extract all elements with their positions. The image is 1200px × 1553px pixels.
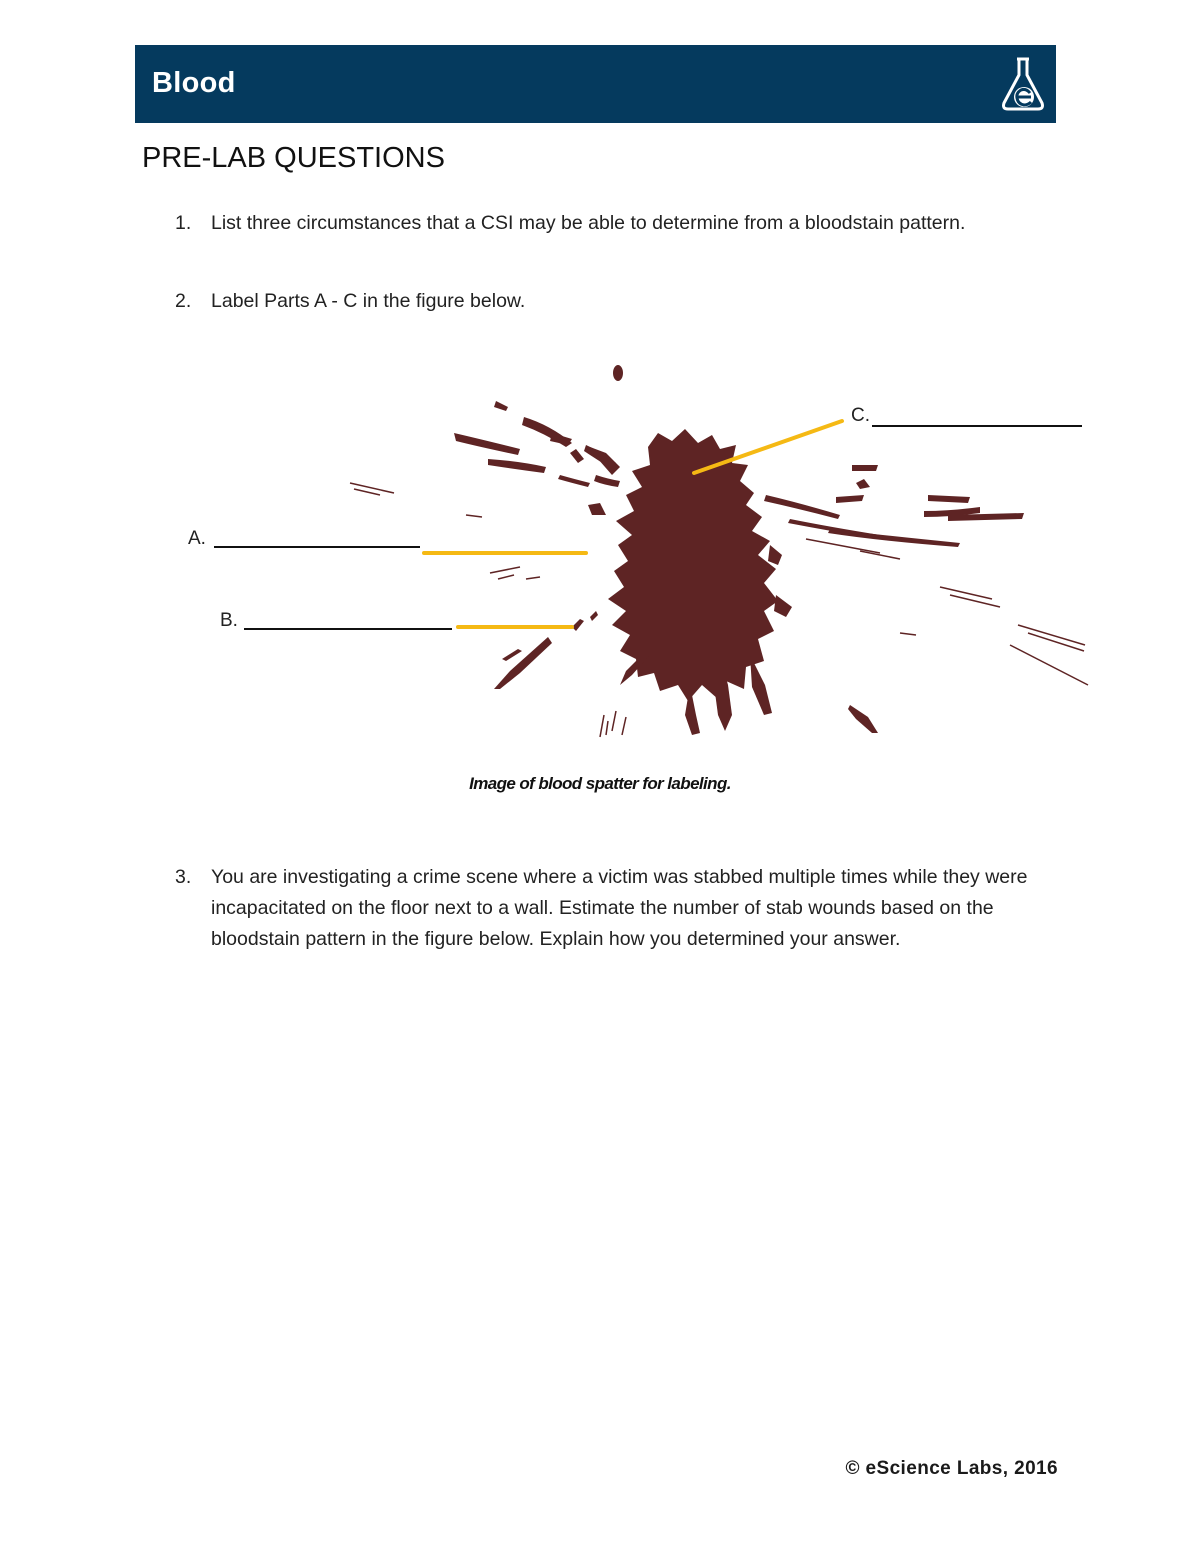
question-text: You are investigating a crime scene where a victim was stabbed multiple times while they were incapacitated on the floor next to a wall. Estimate the number of stab wounds based on the bloodstain pattern in the figure below. Explain how you determined your answer. [211, 866, 1028, 950]
blood-spatter-image [454, 365, 1024, 735]
question-number: 3. [175, 866, 192, 888]
label-c: C. [851, 405, 870, 426]
question-number: 1. [175, 212, 192, 234]
question-text: Label Parts A - C in the figure below. [211, 290, 526, 312]
question-3 [175, 862, 1055, 955]
question-text: List three circumstances that a CSI may be able to determine from a bloodstain pattern. [211, 212, 966, 234]
question-number: 2. [175, 290, 192, 312]
copyright-footer: © eScience Labs, 2016 [845, 1458, 1058, 1479]
question-2 [175, 286, 1055, 317]
header-bar [135, 45, 1056, 123]
blood-spatter-figure [180, 355, 1095, 745]
label-b: B. [220, 610, 238, 631]
question-1 [175, 208, 1055, 239]
section-title: PRE-LAB QUESTIONS [142, 142, 445, 174]
figure-caption: Image of blood spatter for labeling. [469, 774, 731, 793]
escience-flask-logo-icon [998, 53, 1048, 115]
label-a: A. [188, 528, 206, 549]
page-title: Blood [152, 67, 236, 99]
